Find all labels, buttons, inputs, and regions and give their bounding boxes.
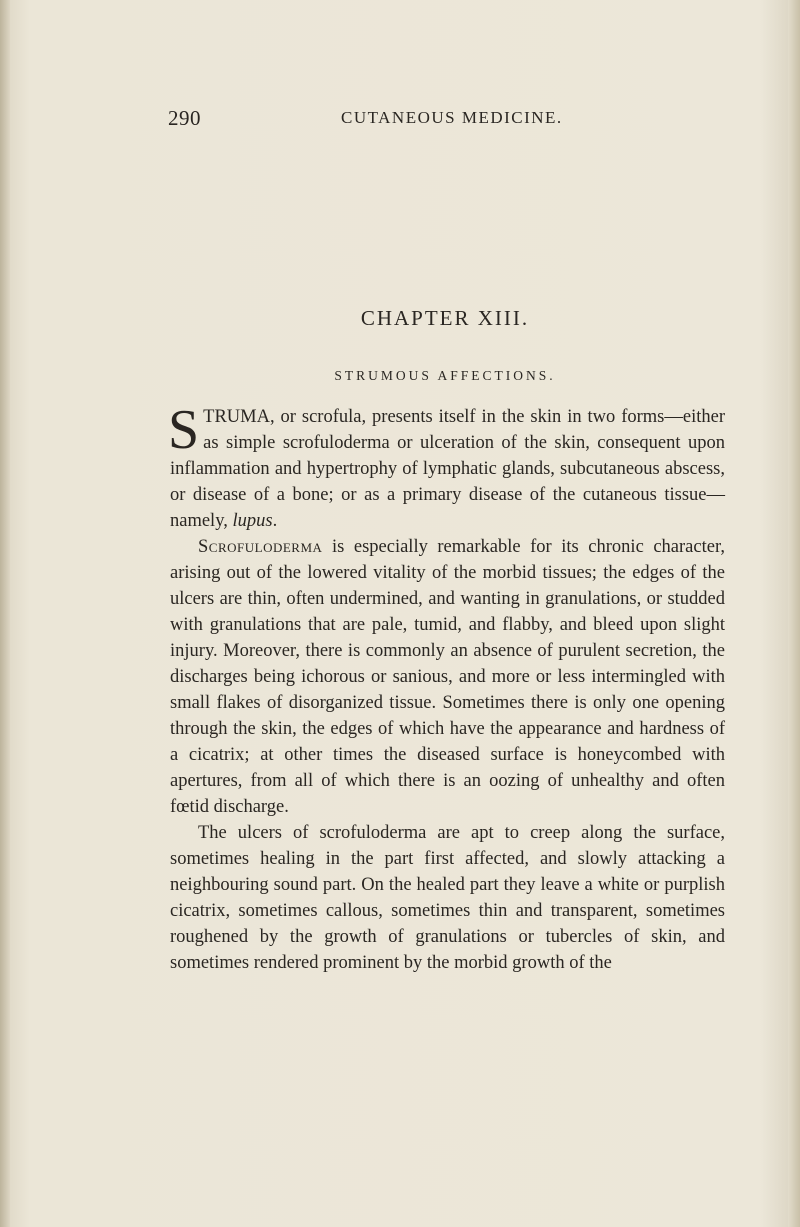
page-number: 290: [168, 106, 201, 130]
paragraph-2-text: is especially remarkable for its chronic character, arising out of the lowered vitality of the morbid tissues; the edges of the ulcers are thin, often undermined, and wanting in granulations, or studded with granulations that are pale, tumid, and flabby, and bleed upon slight injury. Moreover, there is commonly an absence of purulent secretion, the discharges being ichorous or sanious, and more or less intermingled with small flakes of disorganized tissue. Sometimes there is only one opening through the skin, the edges of which have the appearance and hardness of a cicatrix; at other times the diseased surface is honeycombed with apertures, from all of which there is an oozing of unhealthy and often fœtid discharge.: [170, 537, 725, 817]
paragraph-3-text: The ulcers of scrofuloderma are apt to creep along the surface, sometimes healing in the part first affected, and slowly attacking a neighbouring sound part. On the healed part they leave a white or purplish cicatrix, sometimes callous, sometimes thin and transparent, sometimes roughened by the growth of granulations or tubercles of skin, and sometimes rendered prominent by the morbid growth of the: [170, 823, 725, 973]
body-text: [168, 399, 725, 976]
paragraph-1-end: .: [272, 511, 278, 531]
paragraph-1-text: TRUMA, or scrofula, presents itself in the skin in two forms—either as simple scrofuloderma or ulceration of the skin, consequent upon inflammation and hypertrophy of lymphatic glands, subcutaneous abscess, or disease of a bone; or as a primary disease of the cutaneous tissue—namely,: [170, 407, 725, 531]
paragraph-2-lead: Scrofuloderma: [198, 537, 323, 557]
paragraph-3: [170, 820, 725, 976]
page-edge: [788, 0, 800, 1227]
drop-cap: S: [168, 399, 200, 461]
page-gutter-shadow: [0, 0, 10, 1227]
italic-term: lupus: [232, 511, 273, 531]
paragraph-1: [168, 399, 725, 534]
chapter-title: CHAPTER XIII.: [360, 306, 530, 330]
paragraph-2: [170, 534, 725, 820]
running-head: CUTANEOUS MEDICINE.: [341, 108, 563, 127]
page-header: [168, 106, 728, 132]
section-title: STRUMOUS AFFECTIONS.: [334, 368, 556, 383]
